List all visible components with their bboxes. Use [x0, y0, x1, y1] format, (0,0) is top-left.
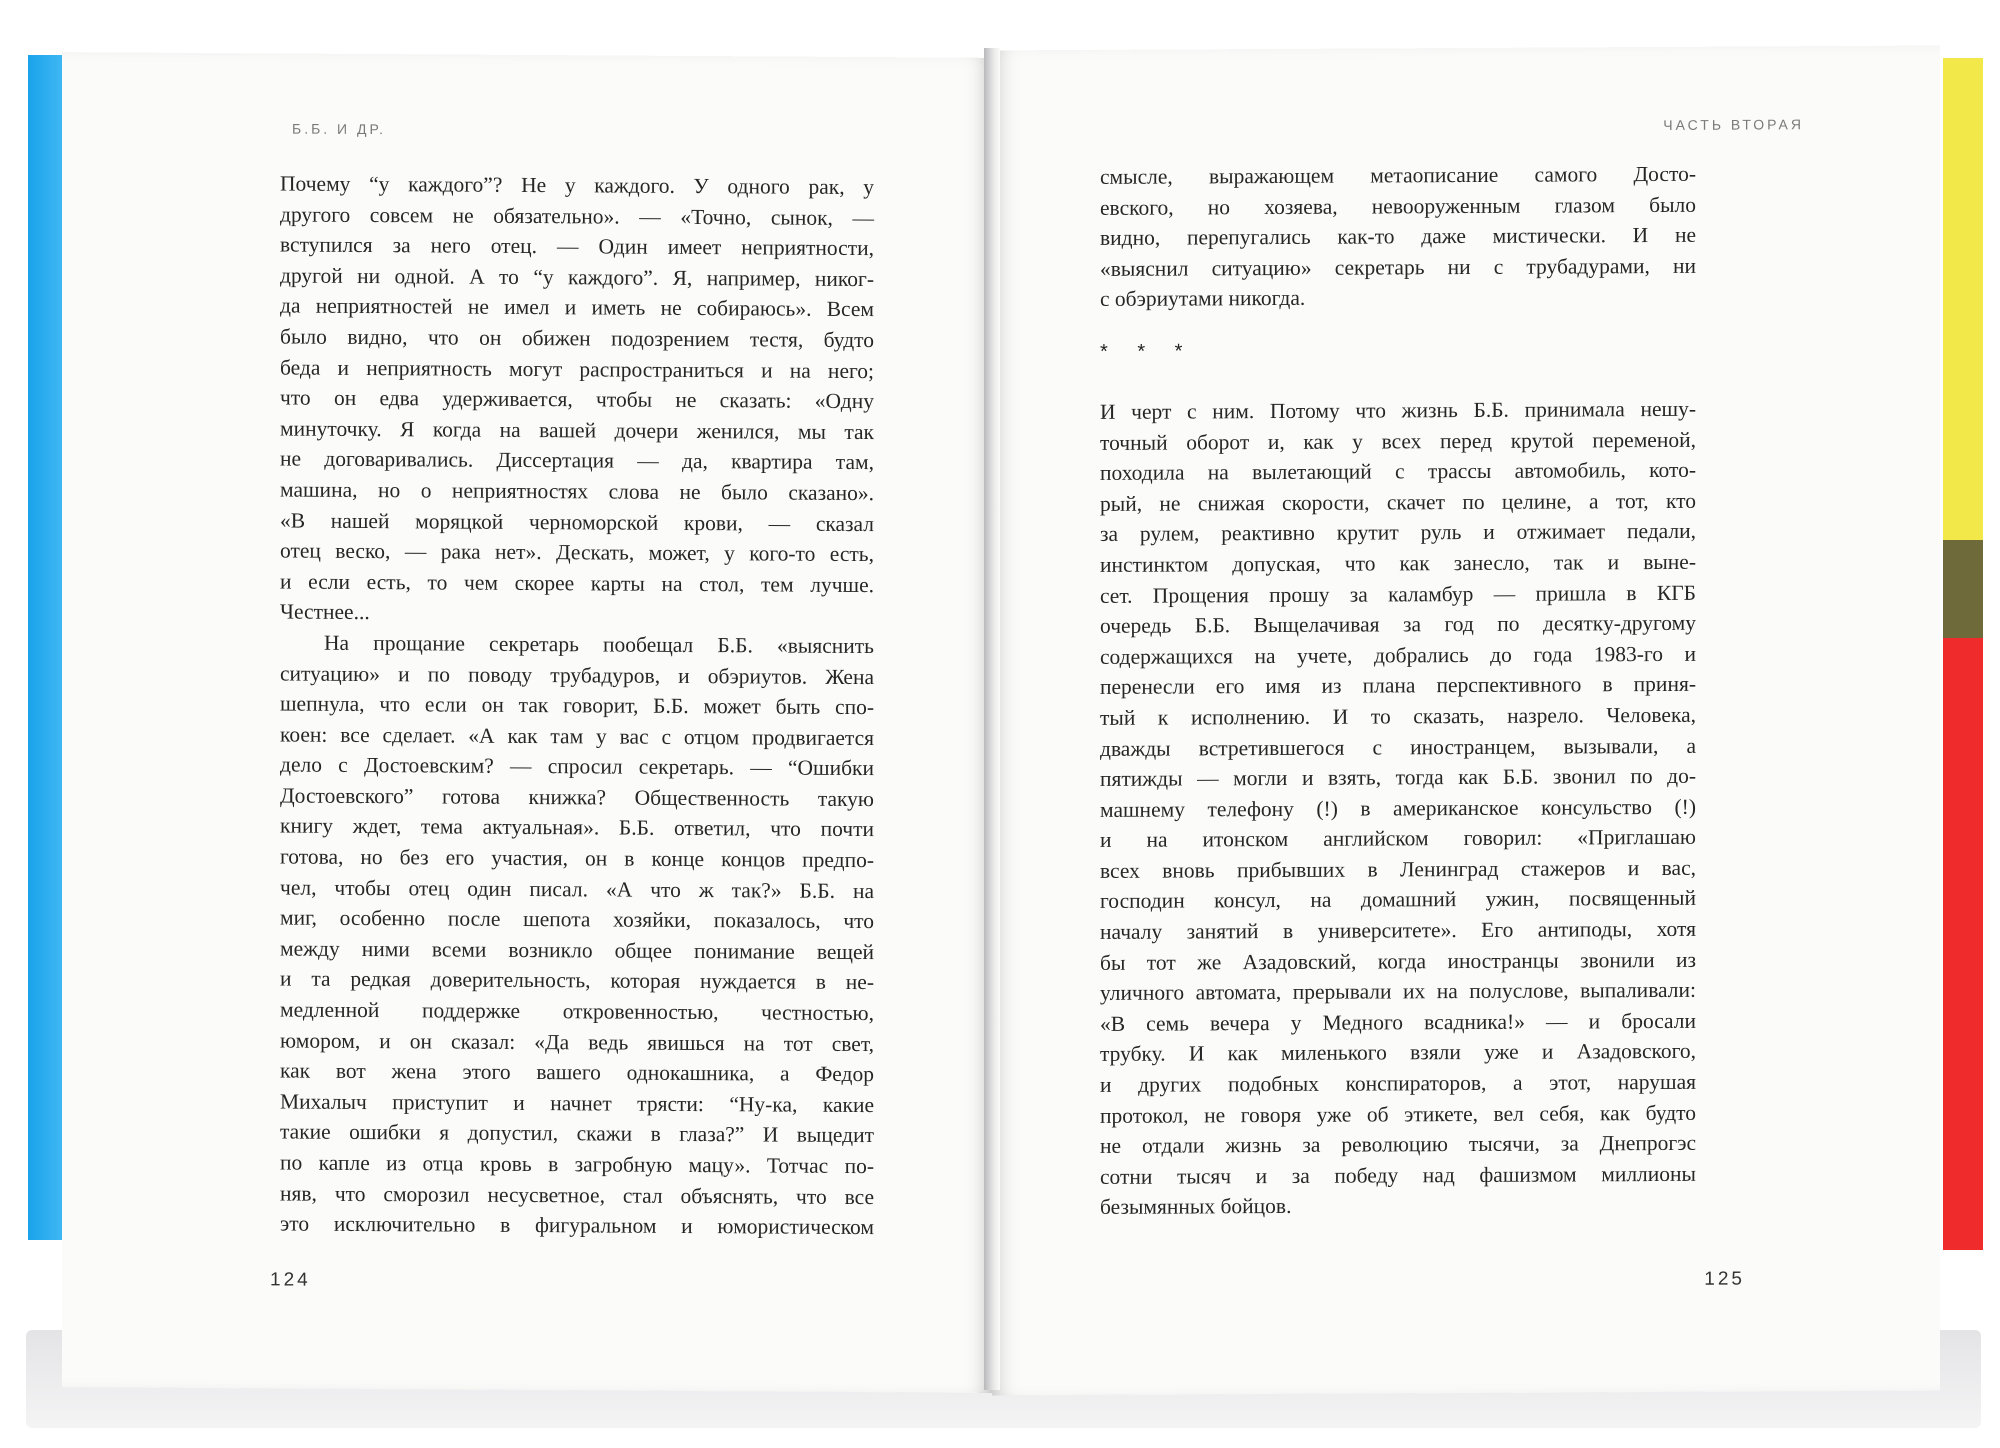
section-break: * * * — [1100, 340, 1195, 363]
text-line: книгу ждет, тема актуальная». Б.Б. ответил, что почти — [280, 813, 874, 842]
text-line: машнему телефону (!) в американское консульство (!) — [1100, 794, 1696, 822]
text-line: инстинктом допуская, что как занесло, так и выне- — [1100, 549, 1696, 577]
left-body-text — [280, 168, 874, 1242]
text-line: отец веско, — рака нет». Дескать, может, у кого-то есть, — [280, 538, 874, 567]
right-running-head: ЧАСТЬ ВТОРАЯ — [1663, 116, 1804, 133]
text-line: это исключительно в фигуральном и юмористическом — [280, 1211, 874, 1240]
text-line: медленной поддержке откровенностью, честностью, — [280, 997, 874, 1026]
text-line: и та редкая доверительность, которая нуждается в не- — [280, 966, 874, 995]
text-line: юмором, и он сказал: «Да ведь явишься на тот свет, — [280, 1028, 874, 1056]
cover-yellow-strip — [1943, 58, 1983, 606]
text-line: беда и неприятность могут распространиться и на него; — [280, 355, 874, 383]
text-line: другого совсем не обязательно». — «Точно, сынок, — — [280, 202, 874, 230]
left-page-number: 124 — [270, 1269, 311, 1291]
right-page-number: 125 — [1704, 1268, 1745, 1290]
text-line: что он едва удерживается, чтобы не сказать: «Одну — [280, 385, 874, 414]
text-line: не договаривались. Диссертация — да, квартира там, — [280, 446, 874, 475]
text-line: и если есть, то чем скорее карты на стол, тем лучше. — [280, 569, 874, 597]
text-line: как вот жена этого вашего однокашника, а Федор — [280, 1058, 874, 1087]
text-line: рый, не снижая скорости, скачет по целине, а тот, кто — [1100, 488, 1696, 516]
text-line: сет. Прощения прошу за каламбур — пришла в КГБ — [1100, 580, 1696, 608]
text-line: машина, но о неприятностях слова не было сказано». — [280, 477, 874, 506]
text-line: «выяснил ситуацию» секретарь ни с трубадурами, ни — [1100, 253, 1696, 281]
text-line: началу занятий в университете». Его антиподы, хотя — [1100, 916, 1696, 944]
text-line: «В нашей моряцкой черноморской крови, — сказал — [280, 508, 874, 536]
text-line: Михалыч приступит и начнет трясти: “Ну-ка, какие — [280, 1089, 874, 1117]
text-line: за рулем, реактивно крутит руль и отжимает педали, — [1100, 519, 1696, 547]
text-line: вступился за него отец. — Один имеет неприятности, — [280, 232, 874, 261]
text-line: содержащихся на учете, добрались до года 1983-го и — [1100, 641, 1696, 669]
text-line: между ними всеми возникло общее понимание вещей — [280, 936, 874, 964]
text-line: перенесли его имя из плана перспективного в приня- — [1100, 672, 1696, 700]
text-line: дважды встретившегося с иностранцем, вызывали, а — [1100, 733, 1696, 761]
left-running-head: Б.Б. И ДР. — [292, 120, 387, 138]
right-page — [992, 46, 1940, 1396]
right-body-text — [1100, 159, 1696, 1223]
text-line: евского, но хозяева, невооруженным глазом было — [1100, 192, 1696, 220]
text-line: протокол, не говоря уже об этикете, вел себя, как будто — [1100, 1100, 1696, 1128]
text-line: видно, перепугались как-то даже мистически. И не — [1100, 222, 1696, 251]
text-line: трубку. И как миленького взяли уже и Азадовского, — [1100, 1039, 1696, 1067]
text-line: походила на вылетающий с трассы автомобиль, кото- — [1100, 457, 1696, 486]
text-line: уличного автомата, прерывали их на полуслове, выпаливали: — [1100, 978, 1696, 1006]
cover-blue-strip — [28, 55, 66, 1240]
text-line: всех вновь прибывших в Ленинград стажеров и вас, — [1100, 855, 1696, 883]
text-line: господин консул, на домашний ужин, посвященный — [1100, 886, 1696, 914]
text-line: коен: все сделает. «А как там у вас с отцом продвигается — [280, 722, 874, 750]
text-line: пятижды — могли и взять, тогда как Б.Б. звонил по до- — [1100, 763, 1696, 792]
text-line: да неприятностей не имел и иметь не собираюсь». Всем — [280, 293, 874, 322]
text-line: и других подобных конспираторов, а этот, нарушая — [1100, 1069, 1696, 1097]
text-line: другой ни одной. А то “у каждого”. Я, например, никог- — [280, 263, 874, 291]
text-line: ситуацию» и по поводу трубадуров, и обэриутов. Жена — [280, 660, 874, 689]
text-line: не отдали жизнь за революцию тысячи, за Днепрогэс — [1100, 1131, 1696, 1159]
text-line: смысле, выражающем метаописание самого Досто- — [1100, 161, 1696, 189]
text-line: сотни тысяч и за победу над фашизмом миллионы — [1100, 1161, 1696, 1189]
text-line: безымянных бойцов. — [1100, 1194, 1292, 1220]
text-line: няв, что сморозил несусветное, стал объяснять, что все — [280, 1181, 874, 1209]
text-line: по капле из отца кровь в загробную мацу». Тотчас по- — [280, 1150, 874, 1179]
text-line: бы тот же Азадовский, когда иностранцы звонили из — [1100, 947, 1696, 975]
text-line: И черт с ним. Потому что жизнь Б.Б. принимала нешу- — [1100, 396, 1696, 424]
cover-red-strip — [1943, 638, 1983, 1250]
text-line: готова, но без его участия, он в конце концов предпо- — [280, 844, 874, 873]
text-line: Честнее... — [280, 599, 370, 625]
text-line: чел, чтобы отец один писал. «А что ж так?» Б.Б. на — [280, 875, 874, 903]
text-line: миг, особенно после шепота хозяйки, показалось, что — [280, 905, 874, 934]
book-spine-gutter — [984, 48, 1000, 1390]
text-line: шепнула, что если он так говорит, Б.Б. может быть спо- — [280, 691, 874, 720]
text-line: и на итонском английском говорил: «Приглашаю — [1100, 825, 1696, 853]
text-line: Достоевского” готова книжка? Общественность такую — [280, 783, 874, 811]
text-line: Почему “у каждого”? Не у каждого. У одного рак, у — [280, 171, 874, 200]
cover-olive-strip — [1943, 540, 1983, 640]
text-line: На прощание секретарь пообещал Б.Б. «выяснить — [324, 630, 874, 659]
text-line: минуточку. Я когда на вашей дочери женился, мы так — [280, 416, 874, 444]
text-line: тый к исполнению. И то сказать, назрело. Человека, — [1100, 702, 1696, 730]
text-line: «В семь вечера у Медного всадника!» — и бросали — [1100, 1008, 1696, 1036]
text-line: точный оборот и, как у всех перед крутой переменой, — [1100, 427, 1696, 455]
left-page — [62, 52, 992, 1393]
text-line: с обэриутами никогда. — [1100, 286, 1306, 312]
text-line: очередь Б.Б. Выщелачивая за год по десятку-другому — [1100, 610, 1696, 639]
text-line: такие ошибки я допустил, скажи в глаза?” И выцедит — [280, 1119, 874, 1148]
text-line: дело с Достоевским? — спросил секретарь. — “Ошибки — [280, 752, 874, 781]
text-line: было видно, что он обижен подозрением тестя, будто — [280, 324, 874, 353]
